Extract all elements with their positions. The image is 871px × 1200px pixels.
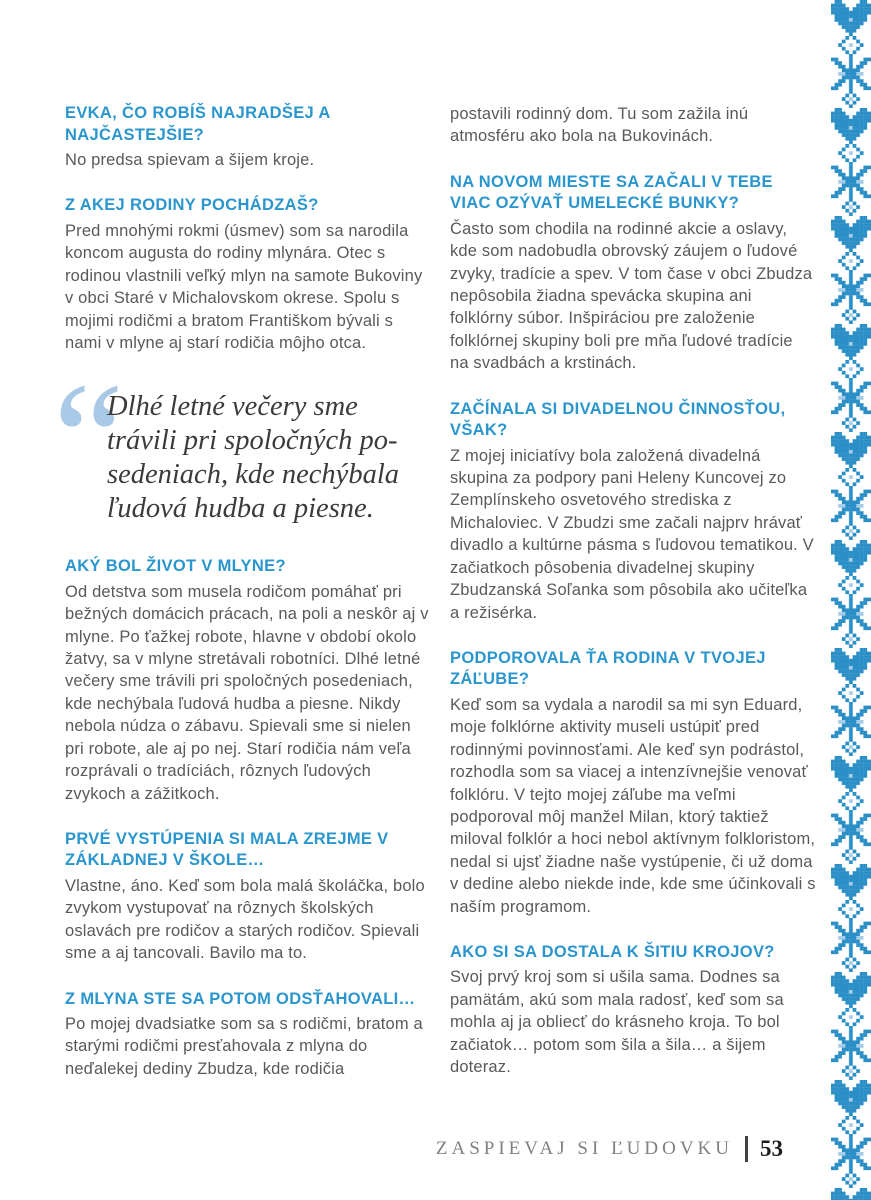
pull-quote-line: trávili pri spoločných po- xyxy=(107,425,398,457)
pull-quote xyxy=(53,349,433,528)
folk-embroidery-border xyxy=(831,0,871,1200)
qa-block xyxy=(65,103,433,171)
interview-answer: Svoj prvý kroj som si ušila sama. Dodnes sa pamätám, akú som mala radosť, keď som sa mohla aj ja obliecť do krásneho kroja. To bol začiatok… potom som šila a šila… a šijem doteraz. xyxy=(450,968,784,1077)
pull-quote-line: ľudová hudba a piesne. xyxy=(107,493,374,525)
interview-question: AKÝ BOL ŽIVOT V MLYNE? xyxy=(65,557,286,576)
qa-block xyxy=(65,556,433,805)
qa-block xyxy=(65,829,433,965)
interview-answer: No predsa spievam a šijem kroje. xyxy=(65,151,315,169)
interview-answer: Po mojej dvadsiatke som sa s rodičmi, bratom a starými rodičmi presťahovala z mlyna do neďalekej dediny Zbudza, kde rodičia xyxy=(65,1015,423,1078)
pull-quote-text xyxy=(65,390,433,526)
magazine-title: ZASPIEVAJ SI ĽUDOVKU xyxy=(435,1138,733,1159)
answer-continuation: postavili rodinný dom. Tu som zažila inú atmosféru ako bola na Bukovinách. xyxy=(450,105,749,146)
page-number: 53 xyxy=(760,1136,783,1161)
interview-question: EVKA, ČO ROBÍŠ NAJRADŠEJ A NAJČASTEJŠIE? xyxy=(65,104,330,144)
qa-block xyxy=(450,942,816,1079)
qa-block xyxy=(450,648,816,918)
interview-answer: Vlastne, áno. Keď som bola malá školáčka, bolo zvykom vystupovať na rôznych školských oslavách pre rodičov a starých rodičov. Spievali sme a aj tancovali. Bavilo ma to. xyxy=(65,876,425,963)
interview-question: Z AKEJ RODINY POCHÁDZAŠ? xyxy=(65,196,319,215)
qa-block xyxy=(450,399,816,624)
page-footer xyxy=(436,1136,783,1162)
interview-answer: Pred mnohými rokmi (úsmev) som sa narodila koncom augusta do rodiny mlynára. Otec s rodinou vlastnili veľký mlyn na samote Bukoviny v obci Staré v Michalovskom okrese. Spolu s mojimi rodičmi a bratom Františkom bývali s nami v mlyne aj starí rodičia môjho otca. xyxy=(65,221,423,352)
right-column xyxy=(450,103,816,1103)
interview-question: PODPOROVALA ŤA RODINA V TVOJEJ ZÁĽUBE? xyxy=(450,648,766,689)
left-column xyxy=(53,103,433,1104)
qa-block xyxy=(65,989,433,1081)
interview-question: AKO SI SA DOSTALA K ŠITIU KROJOV? xyxy=(450,942,775,961)
qa-block xyxy=(450,172,816,375)
interview-question: NA NOVOM MIESTE SA ZAČALI V TEBE VIAC OZÝVAŤ UMELECKÉ BUNKY? xyxy=(450,172,773,213)
interview-question: ZAČÍNALA SI DIVADELNOU ČINNOSŤOU, VŠAK? xyxy=(450,399,786,440)
interview-answer: Z mojej iniciatívy bola založená divadelná skupina za podpory pani Heleny Kuncovej zo Zemplínskeho osvetového strediska z Michaloviec. V Zbudzi sme začali najprv hrávať divadlo a kultúrne pásma s ľudovou tematikou. V začiatkoch pôsobenia divadelnej skupiny Zbudzanská Soľanka som pôsobila ako učiteľka a režisérka. xyxy=(450,446,814,622)
interview-question: PRVÉ VYSTÚPENIA SI MALA ZREJME V ZÁKLADNEJ V ŠKOLE… xyxy=(65,829,389,870)
interview-answer: Často som chodila na rodinné akcie a oslavy, kde som nadobudla obrovský záujem o ľudové zvyky, tradície a spev. V tom čase v obci Zbudza nepôsobila žiadna spevácka skupina ani folklórny súbor. Inšpiráciou pre založenie folklórnej skupiny boli pre mňa ľudové tradície na svadbách a krstinách. xyxy=(450,219,813,373)
interview-question: Z MLYNA STE SA POTOM ODSŤAHOVALI… xyxy=(65,989,416,1008)
interview-answer: Od detstva som musela rodičom pomáhať pri bežných domácich prácach, na poli a neskôr aj v mlyne. Po ťažkej robote, hlavne v období okolo žatvy, sa v mlyne stretávali robotníci. Dlhé letné večery sme trávili pri spoločných posedeniach, kde nechýbala ľudová hudba a piesne. Nikdy nebola núdza o zábavu. Spievali sme si nielen pri robote, ale aj po nej. Starí rodičia nám veľa rozprávali o tradíciách, rôznych ľudových zvykoch a zážitkoch. xyxy=(65,582,429,803)
interview-answer: Keď som sa vydala a narodil sa mi syn Eduard, moje folklórne aktivity museli ustúpiť pred rodinnými povinnosťami. Ale keď syn podrástol, rozhodla som sa viacej a intenzívnejšie venovať folklóru. V tejto mojej záľube ma veľmi podporoval môj manžel Milan, ktorý taktiež miloval folklór a hoci nebol aktívnym folkloristom, nedal si ujsť žiadne naše vystúpenie, či už doma v dedine alebo niekde inde, kde sme účinkovali s naším programom. xyxy=(450,695,816,916)
pull-quote-line: Dlhé letné večery sme xyxy=(107,391,358,423)
qa-block xyxy=(65,195,433,354)
pull-quote-line: sedeniach, kde nechýbala xyxy=(107,459,399,491)
quote-mark-icon: “ xyxy=(53,349,125,528)
footer-divider xyxy=(745,1136,748,1162)
